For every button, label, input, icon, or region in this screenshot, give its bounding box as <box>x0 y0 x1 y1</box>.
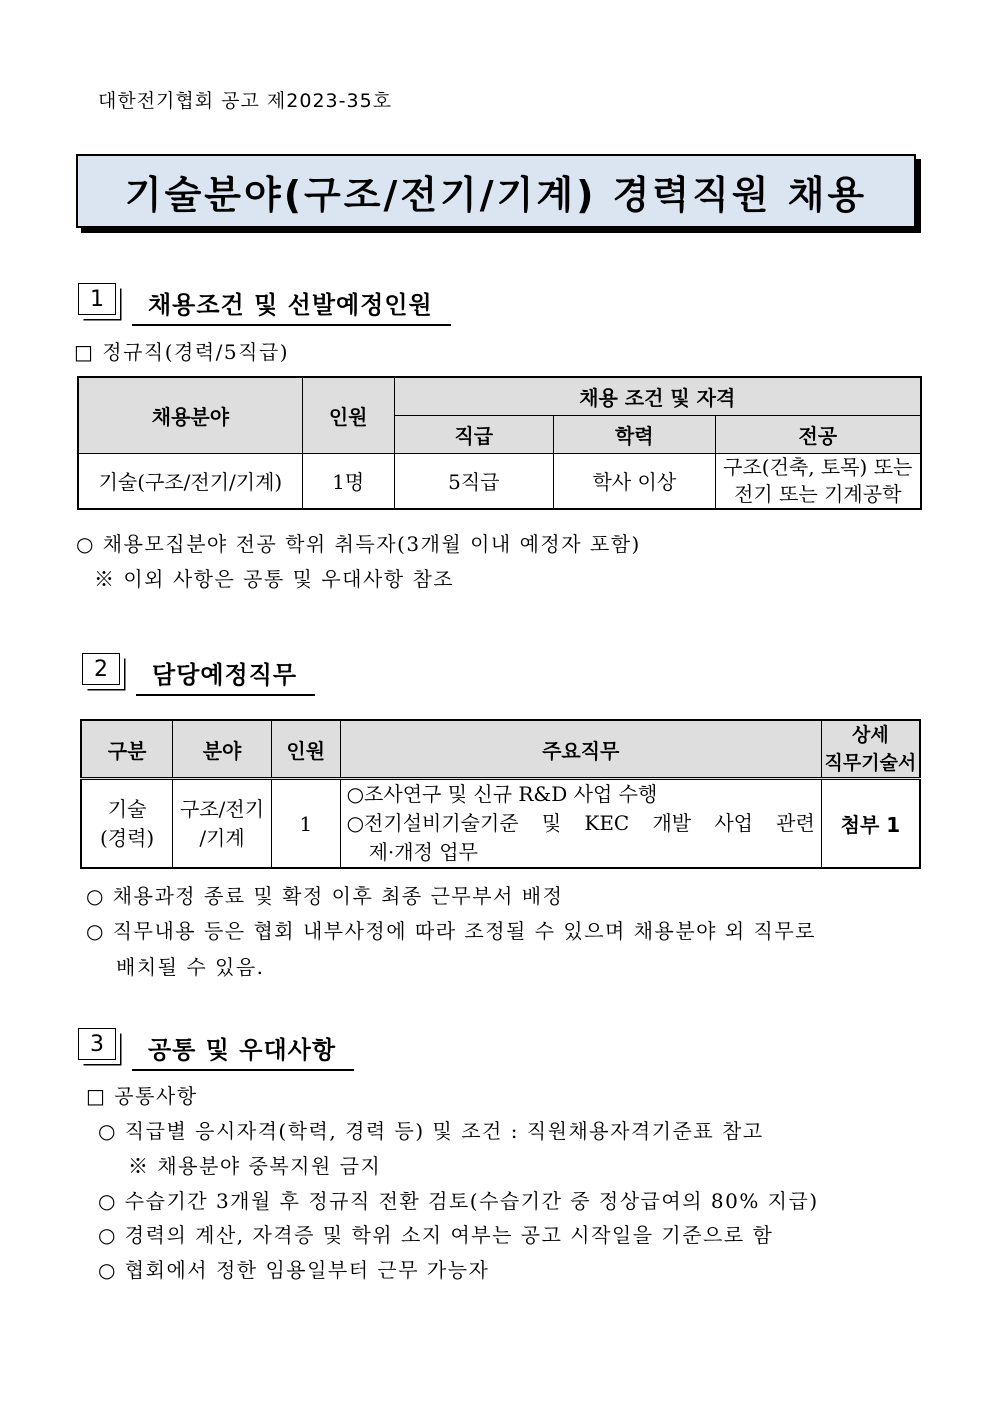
th-description <box>821 720 920 779</box>
th-conditions: 채용 조건 및 자격 <box>394 377 921 415</box>
th-field: 분야 <box>173 720 272 779</box>
section-3-number: 3 <box>78 1028 116 1060</box>
th-field: 채용분야 <box>78 377 302 453</box>
th-count: 인원 <box>302 377 394 453</box>
cell-type <box>81 779 173 869</box>
duty-item-2-cont: 제·개정 업무 <box>368 840 478 864</box>
cell-field-line1: 구조/전기 <box>180 796 265 821</box>
cell-type-line1: 기술 <box>107 796 147 821</box>
cell-major-line1: 구조(건축, 토목) 또는 <box>723 454 913 479</box>
cell-field <box>173 779 272 869</box>
section-3-subheading: □ 공통사항 <box>86 1084 198 1108</box>
duty-word: KEC <box>584 811 630 835</box>
cell-duties <box>340 779 821 869</box>
cell-field-line2: /기계 <box>199 825 245 850</box>
cell-description: 첨부 1 <box>821 779 920 869</box>
cell-education: 학사 이상 <box>554 453 715 509</box>
th-major: 전공 <box>715 415 921 453</box>
th-grade: 직급 <box>394 415 554 453</box>
common-item-3: ○ 경력의 계산, 자격증 및 학위 소지 여부는 공고 시작일을 기준으로 함 <box>98 1223 774 1247</box>
duty-word: 사업 <box>714 811 753 835</box>
duty-word: 개발 <box>652 811 692 835</box>
hiring-conditions-table <box>77 376 922 510</box>
title-box <box>76 154 916 228</box>
section-2-title: 담당예정직무 <box>136 655 315 696</box>
cell-grade: 5직급 <box>394 453 554 509</box>
duty-word: 및 <box>541 811 562 835</box>
common-item-4: ○ 협회에서 정한 임용일부터 근무 가능자 <box>98 1258 490 1282</box>
section-1-number: 1 <box>78 283 116 315</box>
th-type: 구분 <box>81 720 173 779</box>
section-3-title: 공통 및 우대사항 <box>132 1030 354 1071</box>
section-1-note-1: ○ 채용모집분야 전공 학위 취득자(3개월 이내 예정자 포함) <box>76 532 641 556</box>
section-2-note-2-cont: 배치될 수 있음. <box>116 955 265 979</box>
section-1-note-2: ※ 이외 사항은 공통 및 우대사항 참조 <box>94 567 455 591</box>
cell-type-line2: (경력) <box>99 825 155 850</box>
common-item-1: ○ 직급별 응시자격(학력, 경력 등) 및 조건 : 직원채용자격기준표 참고 <box>98 1119 764 1143</box>
notice-number: 대한전기협회 공고 제2023-35호 <box>98 90 393 112</box>
section-2-note-1: ○ 채용과정 종료 및 확정 이후 최종 근무부서 배정 <box>86 884 564 908</box>
cell-field: 기술(구조/전기/기계) <box>78 453 302 509</box>
th-duty: 주요직무 <box>340 720 821 779</box>
th-description-line2: 직무기술서 <box>824 752 917 774</box>
duty-word: 관련 <box>776 811 815 835</box>
cell-count: 1명 <box>302 453 394 509</box>
duty-item-1: ○조사연구 및 신규 R&D 사업 수행 <box>346 782 658 806</box>
page-title: 기술분야(구조/전기/기계) 경력직원 채용 <box>124 172 868 217</box>
section-1-title: 채용조건 및 선발예정인원 <box>132 285 451 326</box>
duty-table <box>80 719 921 869</box>
cell-major <box>715 453 921 509</box>
cell-count: 1 <box>271 779 340 869</box>
cell-major-line2: 전기 또는 기계공학 <box>734 481 902 506</box>
th-education: 학력 <box>554 415 715 453</box>
section-2-note-2: ○ 직무내용 등은 협회 내부사정에 따라 조정될 수 있으며 채용분야 외 직무로 <box>86 919 816 943</box>
th-description-line1: 상세 <box>852 724 889 746</box>
common-item-2: ○ 수습기간 3개월 후 정규직 전환 검토(수습기간 중 정상급여의 80% 지급) <box>98 1189 819 1213</box>
duty-word: ○전기설비기술기준 <box>346 811 519 835</box>
duty-item-2 <box>347 809 821 838</box>
section-2-number: 2 <box>82 653 120 685</box>
section-1-category: □ 정규직(경력/5직급) <box>74 340 290 364</box>
th-count: 인원 <box>271 720 340 779</box>
common-item-1-note: ※ 채용분야 중복지원 금지 <box>128 1154 382 1178</box>
